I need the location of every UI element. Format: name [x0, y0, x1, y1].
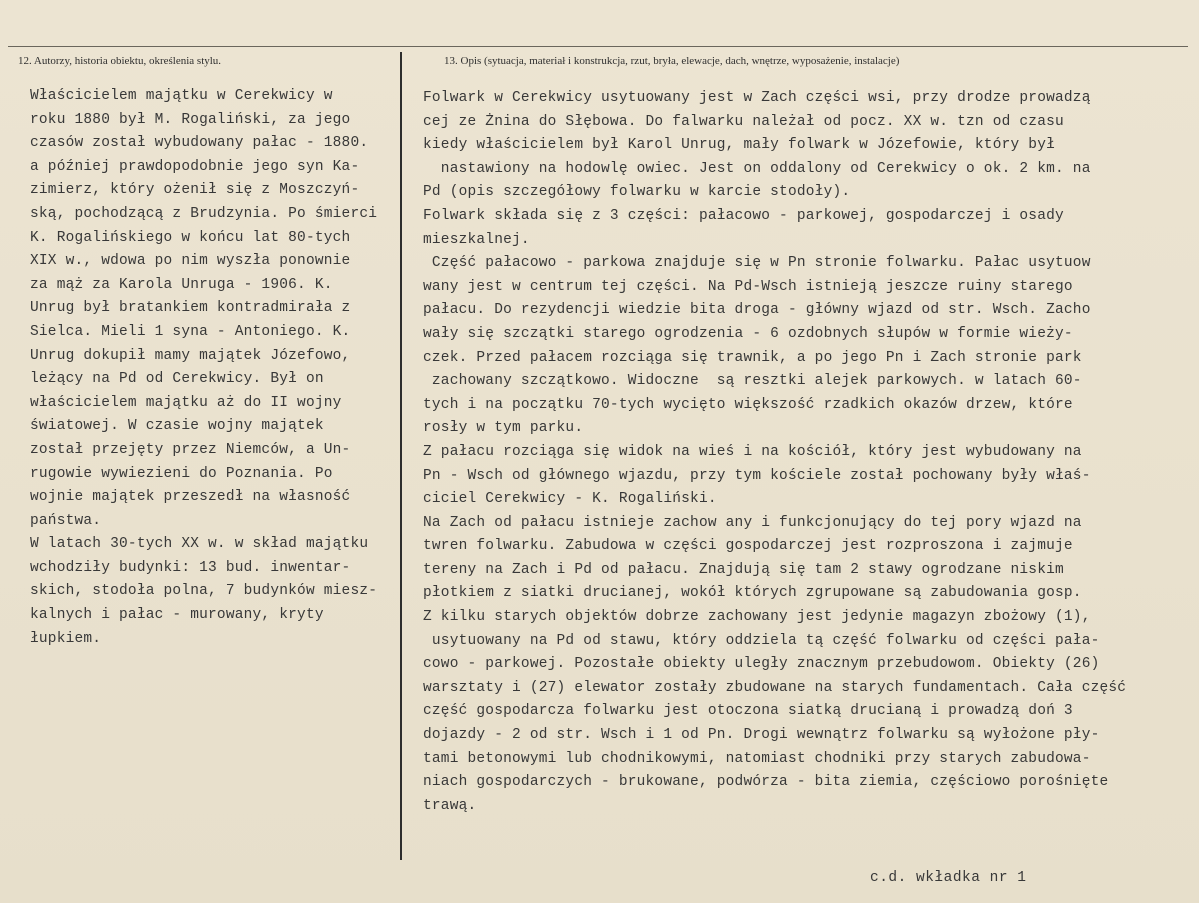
text-line: rosły w tym parku. — [423, 420, 584, 437]
text-line: K. Rogalińskiego w końcu lat 80-tych — [30, 229, 351, 246]
text-line: kiedy właścicielem był Karol Unrug, mały folwark w Józefowie, który był — [423, 137, 1056, 154]
text-line: wchodziły budynki: 13 bud. inwentar- — [30, 559, 351, 576]
column-divider — [400, 52, 402, 860]
text-line: Sielca. Mieli 1 syna - Antoniego. K. — [30, 323, 351, 340]
text-line: światowej. W czasie wojny majątek — [30, 418, 324, 435]
text-line: część gospodarcza folwarku jest otoczona siatką drucianą i prowadzą doń 3 — [423, 703, 1073, 720]
text-line: Pn - Wsch od głównego wjazdu, przy tym kościele został pochowany były właś- — [423, 467, 1091, 484]
text-line: XIX w., wdowa po nim wyszła ponownie — [30, 253, 351, 270]
text-line: skich, stodoła polna, 7 budynków miesz- — [30, 583, 378, 600]
text-line: Folwark składa się z 3 części: pałacowo - parkowej, gospodarczej i osady — [423, 207, 1064, 224]
text-line: wany jest w centrum tej części. Na Pd-Wsch istnieją jeszcze ruiny starego — [423, 278, 1073, 295]
text-line: za mąż za Karola Unruga - 1906. K. — [30, 276, 333, 293]
text-line: nastawiony na hodowlę owiec. Jest on oddalony od Cerekwicy o ok. 2 km. na — [423, 160, 1091, 177]
text-line: a później prawdopodobnie jego syn Ka- — [30, 158, 360, 175]
text-line: wały się szczątki starego ogrodzenia - 6 ozdobnych słupów w formie wieży- — [423, 325, 1073, 342]
text-line: twren folwarku. Zabudowa w części gospodarczej jest rozproszona i zajmuje — [423, 538, 1073, 555]
text-line: usytuowany na Pd od stawu, który oddziela tą część folwarku od części pała- — [423, 632, 1100, 649]
text-line: Unrug dokupił mamy majątek Józefowo, — [30, 347, 351, 364]
text-line: czasów został wybudowany pałac - 1880. — [30, 135, 369, 152]
history-text-column — [30, 85, 400, 651]
text-line: warsztaty i (27) elewator zostały zbudowane na starych fundamentach. Cała część — [423, 679, 1127, 696]
text-line: Z pałacu rozciąga się widok na wieś i na kościół, który jest wybudowany na — [423, 443, 1082, 460]
section-12-heading: 12. Autorzy, historia obiektu, określenia stylu. — [18, 55, 222, 67]
text-line: roku 1880 był M. Rogaliński, za jego — [30, 111, 351, 128]
text-line: W latach 30-tych XX w. w skład majątku — [30, 536, 369, 553]
text-line: Unrug był bratankiem kontradmirała z — [30, 300, 351, 317]
text-line: leżący na Pd od Cerekwicy. Był on — [30, 371, 324, 388]
text-line: Folwark w Cerekwicy usytuowany jest w Zach części wsi, przy drodze prowadzą — [423, 90, 1091, 106]
section-13-heading: 13. Opis (sytuacja, materiał i konstrukcja, rzut, bryła, elewacje, dach, wnętrze, wyposażenie, instalacje) — [444, 55, 900, 67]
text-line: mieszkalnej. — [423, 231, 530, 248]
text-line: tereny na Zach i Pd od pałacu. Znajdują się tam 2 stawy ogrodzane niskim — [423, 561, 1064, 578]
text-line: Właścicielem majątku w Cerekwicy w — [30, 88, 333, 104]
continuation-note: c.d. wkładka nr 1 — [870, 870, 1027, 886]
text-line: Z kilku starych objektów dobrze zachowany jest jedynie magazyn zbożowy (1), — [423, 609, 1091, 626]
text-line: niach gospodarczych - brukowane, podwórza - bita ziemia, częściowo porośnięte — [423, 774, 1109, 791]
text-line: ską, pochodzącą z Brudzynia. Po śmierci — [30, 205, 378, 222]
text-line: tami betonowymi lub chodnikowymi, natomiast chodniki przy starych zabudowa- — [423, 750, 1091, 767]
text-line: Pd (opis szczegółowy folwarku w karcie stodoły). — [423, 184, 851, 201]
text-line: Na Zach od pałacu istnieje zachow any i funkcjonujący do tej pory wjazd na — [423, 514, 1082, 531]
text-line: Część pałacowo - parkowa znajduje się w Pn stronie folwarku. Pałac usytuow — [423, 255, 1091, 272]
header-rule — [8, 46, 1188, 47]
text-line: kalnych i pałac - murowany, kryty — [30, 607, 324, 624]
text-line: państwa. — [30, 512, 102, 529]
text-line: został przejęty przez Niemców, a Un- — [30, 441, 351, 458]
text-line: cej ze Żnina do Słębowa. Do falwarku należał od pocz. XX w. tzn od czasu — [423, 113, 1064, 130]
text-line: rugowie wywiezieni do Poznania. Po — [30, 465, 333, 482]
text-line: właścicielem majątku aż do II wojny — [30, 394, 342, 411]
text-line: zachowany szczątkowo. Widoczne są resztki alejek parkowych. w latach 60- — [423, 373, 1082, 390]
text-line: zimierz, który ożenił się z Moszczyń- — [30, 182, 360, 199]
text-line: ciciel Cerekwicy - K. Rogaliński. — [423, 491, 717, 508]
text-line: łupkiem. — [30, 630, 102, 647]
text-line: dojazdy - 2 od str. Wsch i 1 od Pn. Drogi wewnątrz folwarku są wyłożone pły- — [423, 727, 1100, 744]
text-line: tych i na początku 70-tych wycięto większość rzadkich okazów drzew, które — [423, 396, 1073, 413]
text-line: trawą. — [423, 797, 477, 814]
text-line: czek. Przed pałacem rozciąga się trawnik, a po jego Pn i Zach stronie park — [423, 349, 1082, 366]
text-line: cowo - parkowej. Pozostałe obiekty uległy znacznym przebudowom. Obiekty (26) — [423, 656, 1100, 673]
text-line: płotkiem z siatki drucianej, wokół których zgrupowane są zabudowania gosp. — [423, 585, 1082, 602]
text-line: pałacu. Do rezydencji wiedzie bita droga - główny wjazd od str. Wsch. Zacho — [423, 302, 1091, 319]
description-text-column — [423, 87, 1199, 818]
text-line: wojnie majątek przeszedł na własność — [30, 489, 351, 506]
